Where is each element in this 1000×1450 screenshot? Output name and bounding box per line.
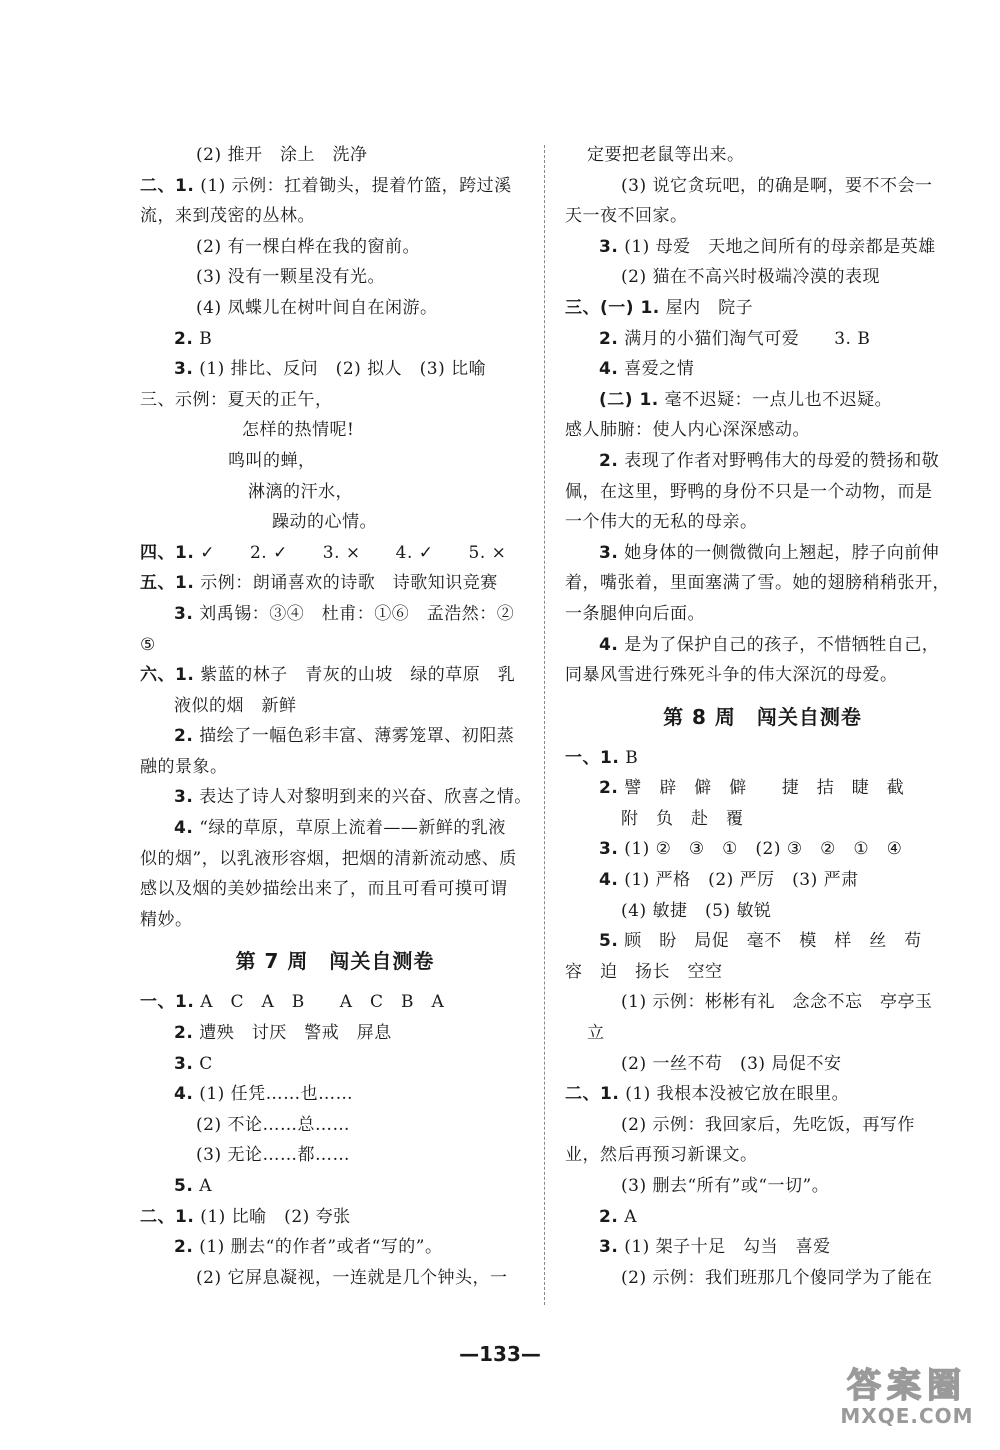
answer-text: (4) 凤蝶儿在树叶间自在闲游。 — [196, 297, 438, 318]
answer-line — [565, 1110, 960, 1141]
answer-line — [140, 1140, 530, 1171]
answer-text: 毫不迟疑：一点儿也不迟疑。 — [658, 389, 893, 410]
question-label: 3. — [174, 787, 194, 808]
answer-line — [140, 140, 530, 171]
answer-text: 一个伟大的无私的母亲。 — [565, 512, 758, 533]
question-label: 二、1. — [565, 1084, 620, 1105]
question-label: 2. — [174, 726, 194, 747]
question-label: 一、1. — [565, 747, 620, 768]
answer-line — [140, 232, 530, 263]
answer-text: 一条腿伸向后面。 — [565, 603, 705, 624]
answer-line — [140, 721, 530, 752]
answer-line — [565, 865, 960, 896]
answer-line — [140, 354, 530, 385]
answer-line — [140, 813, 530, 844]
answer-line — [140, 905, 530, 936]
answer-text: (4) 敏捷 (5) 敏锐 — [621, 900, 772, 921]
answer-text: 精妙。 — [140, 909, 193, 930]
answer-line — [140, 599, 530, 630]
watermark-text: 答案圈 — [847, 1366, 967, 1406]
question-label: 2. — [599, 328, 619, 349]
answer-text: 业，然后再预习新课文。 — [565, 1145, 758, 1166]
answer-line — [140, 660, 530, 691]
right-answer-column — [565, 140, 960, 1293]
answer-text: 着，嘴张着，里面塞满了雪。她的翅膀稍稍张开， — [565, 573, 950, 594]
question-label: 一、1. — [140, 992, 195, 1013]
answer-text: A C A B A C B A — [194, 992, 445, 1013]
question-label: 2. — [599, 1206, 619, 1227]
answer-text: (3) 说它贪玩吧，的确是啊，要不不会一 — [621, 175, 933, 196]
answer-text: (1) ② ③ ① (2) ③ ② ① ④ — [618, 839, 903, 860]
question-label: 2. — [174, 328, 194, 349]
answer-line — [565, 1171, 960, 1202]
answer-text: (2) 有一棵白桦在我的窗前。 — [196, 236, 420, 257]
answer-text: (1) 任凭……也…… — [193, 1084, 354, 1105]
answer-line — [565, 630, 960, 661]
answer-text: 示例：朗诵喜欢的诗歌 诗歌知识竞赛 — [194, 573, 498, 594]
answer-line — [140, 782, 530, 813]
answer-line — [565, 926, 960, 957]
answer-line — [140, 262, 530, 293]
answer-text: (2) 推开 涂上 洗净 — [196, 145, 368, 165]
question-label: 3. — [599, 839, 619, 860]
answer-line — [140, 874, 530, 905]
answer-line — [140, 171, 530, 202]
page-number: —133— — [459, 1342, 541, 1366]
answer-line — [565, 896, 960, 927]
answer-text: 三、示例：夏天的正午， — [140, 389, 333, 410]
answer-text: 立 — [587, 1023, 605, 1044]
answer-line — [565, 804, 960, 835]
answer-text: 似的烟”，以乳液形容烟，把烟的清新流动感、质 — [140, 848, 517, 869]
answer-line — [140, 1079, 530, 1110]
answer-line — [565, 773, 960, 804]
answer-text: 她身体的一侧微微向上翘起，脖子向前伸 — [618, 542, 940, 563]
answer-text: 淋漓的汗水， — [248, 481, 353, 502]
answer-line — [140, 752, 530, 783]
answer-text: 刘禹锡：③④ 杜甫：①⑥ 孟浩然：② — [193, 603, 515, 624]
answer-text: 满月的小猫们淘气可爱 3. B — [618, 328, 871, 349]
answer-text: 感以及烟的美妙描绘出来了，而且可看可摸可谓 — [140, 879, 508, 900]
answer-line — [140, 385, 530, 416]
question-label: (二) 1. — [599, 389, 659, 410]
answer-text: 附 负 赴 覆 — [621, 808, 744, 829]
answer-line — [565, 201, 960, 232]
answer-line — [565, 293, 960, 324]
answer-line — [140, 568, 530, 599]
answer-line — [140, 1263, 530, 1294]
answer-line — [565, 324, 960, 355]
question-label: 3. — [174, 1053, 194, 1074]
question-label: 4. — [599, 870, 619, 891]
answer-text: 佩，在这里，野鸭的身份不只是一个动物，而是 — [565, 481, 933, 502]
answer-line — [565, 568, 960, 599]
answer-text: (3) 无论……都…… — [196, 1145, 350, 1166]
answer-line — [140, 293, 530, 324]
answer-line — [565, 140, 960, 171]
question-label: 5. — [174, 1176, 194, 1196]
answer-line — [140, 1049, 530, 1080]
answer-line — [565, 1079, 960, 1110]
answer-text: A — [618, 1206, 637, 1227]
answer-line — [140, 201, 530, 232]
question-label: 二、1. — [140, 1206, 195, 1227]
answer-text: 屋内 院子 — [659, 297, 754, 318]
answer-text: ✓ 2. ✓ 3. × 4. ✓ 5. × — [194, 542, 507, 563]
answer-text: 感人肺腑：使人内心深深感动。 — [565, 420, 810, 441]
question-label: 2. — [174, 1237, 194, 1258]
answer-text: 是为了保护自己的孩子，不惜牺牲自己， — [618, 634, 940, 655]
answer-line — [140, 1110, 530, 1141]
answer-text: (3) 没有一颗星没有光。 — [196, 267, 385, 288]
answer-text: 流，来到茂密的丛林。 — [140, 206, 315, 227]
answer-line — [565, 660, 960, 691]
answer-text: 表现了作者对野鸭伟大的母爱的赞扬和敬 — [618, 450, 940, 471]
watermark-url: MXQE.COM — [840, 1404, 974, 1428]
answer-text: 融的景象。 — [140, 756, 228, 777]
answer-line — [565, 385, 960, 416]
answer-line — [565, 987, 960, 1018]
answer-text: (2) 猫在不高兴时极端冷漠的表现 — [621, 267, 880, 288]
answer-text: (2) 它屏息凝视，一连就是几个钟头，一 — [196, 1267, 508, 1288]
answer-line — [140, 446, 530, 477]
answer-line — [140, 1018, 530, 1049]
answer-text: (3) 删去“所有”或“一切”。 — [621, 1176, 830, 1196]
question-label: 六、1. — [140, 665, 195, 686]
answer-text: 躁动的心情。 — [272, 512, 377, 533]
section-heading: 第 7 周 闯关自测卷 — [235, 949, 435, 974]
answer-line — [565, 1202, 960, 1233]
answer-text: 怎样的热情呢! — [242, 420, 355, 441]
answer-text: “绿的草原，草原上流着——新鲜的乳液 — [193, 818, 506, 839]
question-label: 五、1. — [140, 573, 195, 594]
answer-line — [140, 844, 530, 875]
question-label: 二、1. — [140, 175, 195, 196]
question-label: 3. — [599, 236, 619, 257]
question-label: 三、(一) 1. — [565, 297, 660, 318]
answer-line — [140, 507, 530, 538]
section-heading: 第 8 周 闯关自测卷 — [663, 704, 862, 729]
answer-line — [565, 477, 960, 508]
question-label: 4. — [174, 818, 194, 839]
answer-line — [565, 232, 960, 263]
answer-line — [140, 538, 530, 569]
answer-text: 譬 辟 僻 僻 捷 拮 睫 截 — [618, 778, 905, 799]
answer-text: 表达了诗人对黎明到来的兴奋、欣喜之情。 — [193, 787, 532, 808]
answer-text: 遭殃 讨厌 警戒 屏息 — [193, 1023, 392, 1044]
question-label: 4. — [174, 1084, 194, 1105]
answer-text: (2) 一丝不苟 (3) 局促不安 — [621, 1053, 842, 1074]
answer-text: (1) 示例：扛着锄头，提着竹篮，跨过溪 — [194, 175, 512, 196]
answer-text: (2) 示例：我回家后，先吃饭，再写作 — [621, 1114, 915, 1135]
answer-line — [565, 262, 960, 293]
question-label: 2. — [599, 450, 619, 471]
answer-text: (2) 不论……总…… — [196, 1114, 350, 1135]
answer-line — [140, 1171, 530, 1202]
question-label: 4. — [599, 634, 619, 655]
answer-text: 容 迫 扬长 空空 — [565, 961, 723, 982]
answer-text: 液似的烟 新鲜 — [174, 695, 297, 716]
answer-text: 喜爱之情 — [618, 359, 695, 380]
question-label: 3. — [174, 359, 194, 380]
answer-line — [565, 171, 960, 202]
question-label: 3. — [599, 542, 619, 563]
answer-line — [565, 1140, 960, 1171]
answer-line — [565, 354, 960, 385]
answer-line — [140, 1202, 530, 1233]
answer-line — [140, 630, 530, 661]
answer-text: 天一夜不回家。 — [565, 206, 688, 227]
answer-text: C — [193, 1053, 213, 1074]
question-label: 四、1. — [140, 542, 195, 563]
question-label: 2. — [174, 1023, 194, 1044]
answer-text: (1) 删去“的作者”或者“写的”。 — [193, 1237, 443, 1258]
answer-line — [565, 1232, 960, 1263]
answer-text: (1) 架子十足 勾当 喜爱 — [618, 1237, 831, 1258]
answer-text: (1) 排比、反问 (2) 拟人 (3) 比喻 — [193, 359, 487, 380]
answer-line — [565, 1049, 960, 1080]
answer-line — [140, 691, 530, 722]
question-label: 5. — [599, 931, 619, 952]
answer-text: 同暴风雪进行殊死斗争的伟大深沉的母爱。 — [565, 665, 898, 686]
answer-line — [565, 538, 960, 569]
answer-text: 描绘了一幅色彩丰富、薄雾笼罩、初阳蒸 — [193, 726, 515, 747]
question-label: 3. — [599, 1237, 619, 1258]
answer-line — [140, 415, 530, 446]
answer-text: (2) 示例：我们班那几个傻同学为了能在 — [621, 1267, 933, 1288]
answer-text: (1) 示例：彬彬有礼 念念不忘 亭亭玉 — [621, 992, 933, 1013]
answer-text: (1) 比喻 (2) 夸张 — [194, 1206, 351, 1227]
answer-line — [565, 957, 960, 988]
column-divider — [544, 145, 545, 1305]
answer-line — [565, 446, 960, 477]
answer-line — [140, 1232, 530, 1263]
answer-line — [565, 834, 960, 865]
question-label: 3. — [174, 603, 194, 624]
answer-text: (1) 严格 (2) 严厉 (3) 严肃 — [618, 870, 859, 891]
answer-line — [565, 507, 960, 538]
answer-line — [565, 599, 960, 630]
answer-text: (1) 母爱 天地之间所有的母亲都是英雄 — [618, 236, 936, 257]
answer-text: B — [619, 747, 639, 768]
answer-text: 鸣叫的蝉， — [228, 450, 316, 471]
answer-text: 定要把老鼠等出来。 — [587, 145, 745, 165]
answer-text: 顾 盼 局促 毫不 模 样 丝 苟 — [618, 931, 922, 952]
question-label: 2. — [599, 778, 619, 799]
answer-text: (1) 我根本没被它放在眼里。 — [619, 1084, 850, 1105]
answer-line — [565, 415, 960, 446]
answer-line — [565, 1263, 960, 1294]
answer-text: ⑤ — [140, 634, 156, 655]
left-answer-column — [140, 140, 530, 1293]
answer-text: A — [193, 1176, 212, 1196]
watermark-logo — [832, 1358, 982, 1436]
answer-line — [140, 477, 530, 508]
question-label: 4. — [599, 359, 619, 380]
answer-line — [565, 743, 960, 774]
answer-text: B — [193, 328, 213, 349]
answer-line — [140, 987, 530, 1018]
answer-line — [140, 324, 530, 355]
answer-line — [565, 1018, 960, 1049]
answer-text: 紫蓝的林子 青灰的山坡 绿的草原 乳 — [194, 665, 516, 686]
